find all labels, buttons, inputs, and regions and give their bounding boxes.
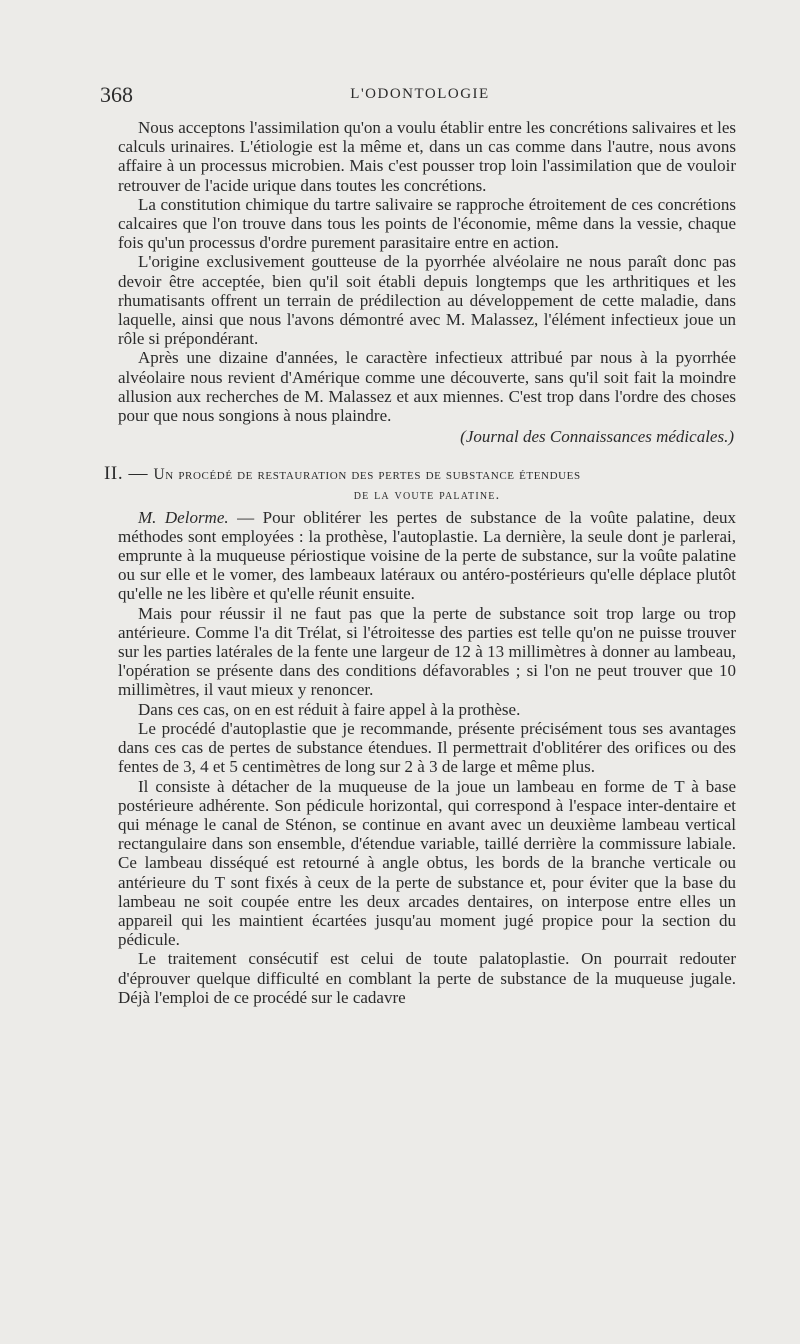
- section-title: Un procédé de restauration des pertes de substance étendues: [153, 466, 581, 484]
- paragraph: Dans ces cas, on en est réduit à faire appel à la prothèse.: [138, 699, 521, 719]
- paragraph: Le procédé d'autoplastie que je recommande, présente précisément tous ses avantages dans ces cas de pertes de substance étendues. Il permettrait d'oblitérer des orifices ou des fentes de 3, 4 et 5 centimètres de long sur 2 à 3 de large et même plus.: [118, 718, 736, 777]
- body-text: [104, 118, 736, 1007]
- paragraph-text: — Pour oblitérer les pertes de substance de la voûte palatine, deux méthodes sont employées : la prothèse, l'autoplastie. La dernière, la seule dont je parlerai, emprunte à la muqueuse périostique voisine de la perte de substance, sur la voûte palatine ou sur elle et le vomer, des lambeaux latéraux ou antéro-postérieurs qu'elle déplace plutôt qu'elle ne les libère et qu'elle réunit ensuite.: [118, 507, 736, 604]
- paragraph: L'origine exclusivement goutteuse de la pyorrhée alvéolaire ne nous paraît donc pas devoir être acceptée, bien qu'il soit établi depuis longtemps que les arthritiques et les rhumatisants offrent un terrain de prédilection au développement de cette maladie, dans laquelle, ainsi que nous l'avons démontré avec M. Malassez, l'élément infectieux joue un rôle si prépondérant.: [118, 252, 736, 349]
- section-number: II. —: [104, 463, 154, 485]
- page-header: [100, 82, 740, 112]
- paragraph: La constitution chimique du tartre salivaire se rapproche étroitement de ces concrétions calcaires que l'on trouve dans tous les points de l'économie, même dans la vessie, chaque fois qu'un processus d'ordre purement parasitaire entre en action.: [118, 194, 736, 253]
- paragraph: Après une dizaine d'années, le caractère infectieux attribué par nous à la pyorrhée alvéolaire nous revient d'Amérique comme une découverte, sans qu'il soit fait la moindre allusion aux recherches de M. Malassez et aux miennes. C'est trop dans l'ordre des choses pour que nous songions à nous plaindre.: [118, 348, 736, 426]
- page-number: 368: [100, 82, 133, 107]
- paragraph: Le traitement consécutif est celui de toute palatoplastie. On pourrait redouter d'éprouver quelque difficulté en comblant la perte de substance de la muqueuse jugale. Déjà l'emploi de ce procédé sur le cadavre: [118, 949, 736, 1007]
- author-name: M. Delorme.: [138, 507, 229, 527]
- paragraph: [118, 508, 736, 604]
- section-subtitle: de la voute palatine.: [353, 488, 501, 504]
- running-title: L'ODONTOLOGIE: [350, 86, 490, 102]
- section-heading: [104, 464, 736, 484]
- paragraph: Il consiste à détacher de la muqueuse de la joue un lambeau en forme de T à base postérieure adhérente. Son pédicule horizontal, qui correspond à l'espace inter-dentaire et qui ménage le canal de Sténon, se continue en avant avec un deuxième lambeau vertical rectangulaire dans son ensemble, d'étendue variable, taillé derrière la commissure labiale. Ce lambeau disséqué est retourné à angle obtus, les bords de la branche verticale ou antérieure du T sont fixés à ceux de la perte de substance et, pour éviter que la base du lambeau ne soit coupée entre les deux arcades dentaires, on interpose entre elles un appareil qui les maintient écartées jusqu'au moment jugé propice pour la section du pédicule.: [118, 776, 736, 950]
- paragraph: Mais pour réussir il ne faut pas que la perte de substance soit trop large ou trop antérieure. Comme l'a dit Trélat, si l'étroitesse des parties est telle qu'on ne puisse trouver sur les parties latérales de la fente une largeur de 12 à 13 millimètres à donner au lambeau, l'opération se présente dans des conditions défavorables ; si l'on ne peut trouver que 10 millimètres, il vaut mieux y renoncer.: [118, 603, 736, 700]
- source-citation: (Journal des Connaissances médicales.): [460, 427, 734, 447]
- paragraph: Nous acceptons l'assimilation qu'on a voulu établir entre les concrétions salivaires et les calculs urinaires. L'étiologie est la même et, dans un cas comme dans l'autre, nous avons affaire à un processus microbien. Mais c'est pousser trop loin l'assimilation que de vouloir retrouver de l'acide urique dans toutes les concrétions.: [118, 118, 736, 195]
